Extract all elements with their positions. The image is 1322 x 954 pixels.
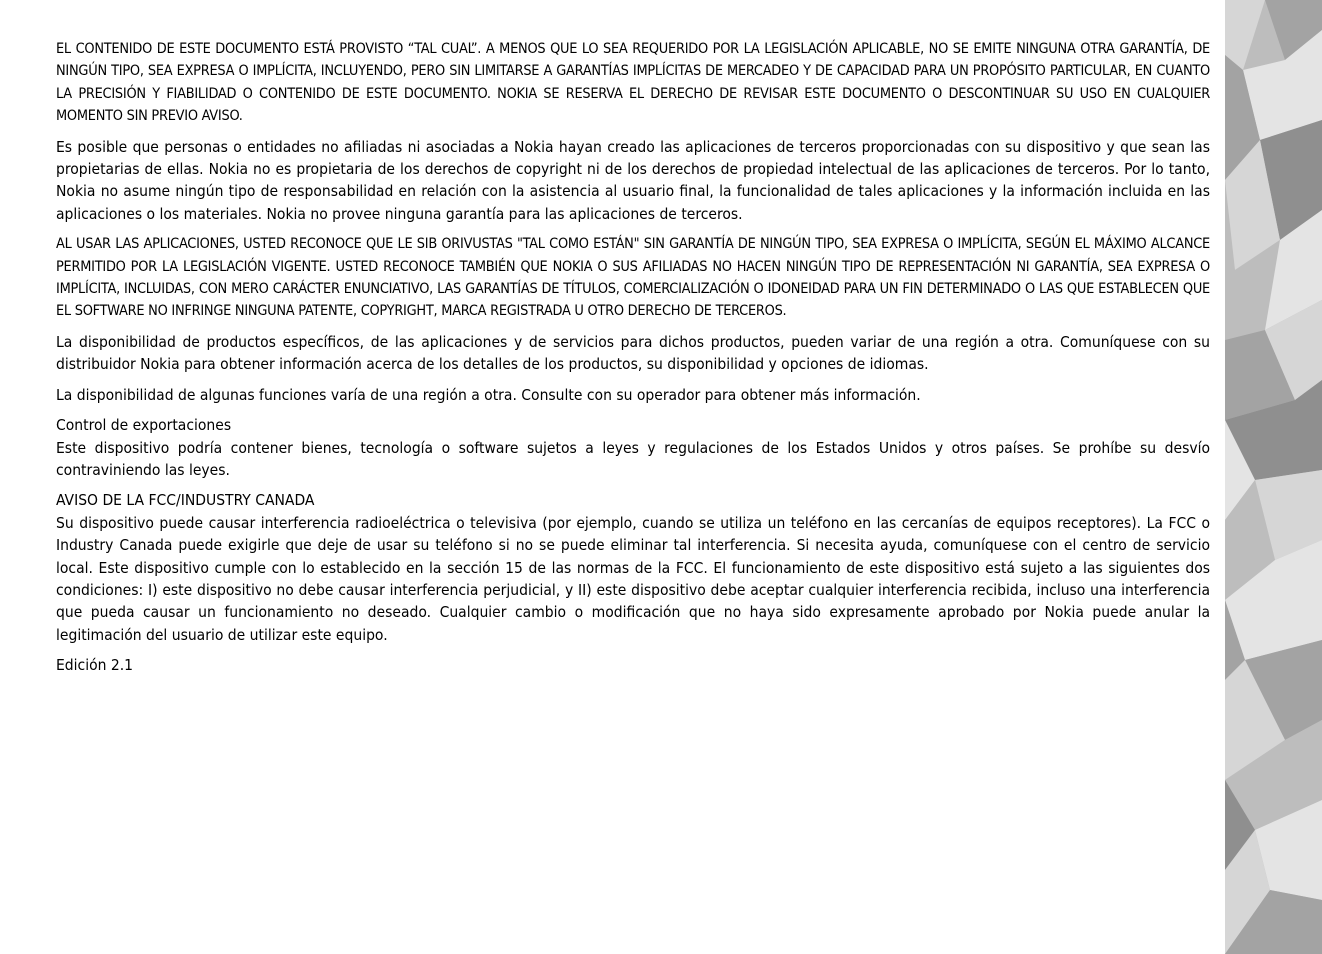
export-control-section xyxy=(56,414,1210,481)
export-control-heading: Control de exportaciones xyxy=(56,416,232,435)
disclaimer-paragraph: EL CONTENIDO DE ESTE DOCUMENTO ESTÁ PROVISTO “TAL CUAL”. A MENOS QUE LO SEA REQUERIDO POR LA LEGISLACIÓN APLICABLE, NO SE EMITE NINGUNA OTRA GARANTÍA, DE NINGÚN TIPO, SEA EXPRESA O IMPLÍCITA, INCLUYENDO, PERO SIN LIMITARSE A GARANTÍAS IMPLÍCITAS DE MERCADEO Y DE CAPACIDAD PARA UN PROPÓSITO PARTICULAR, EN CUANTO LA PRECISIÓN Y FIABILIDAD O CONTENIDO DE ESTE DOCUMENTO. NOKIA SE RESERVA EL DERECHO DE REVISAR ESTE DOCUMENTO O DESCONTINUAR SU USO EN CUALQUIER MOMENTO SIN PREVIO AVISO. xyxy=(56,41,1210,125)
function-availability-paragraph: La disponibilidad de algunas funciones varía de una región a otra. Consulte con su operador para obtener más información. xyxy=(56,385,921,404)
fcc-notice-heading: AVISO DE LA FCC/INDUSTRY CANADA xyxy=(56,491,315,510)
third-party-apps-paragraph: Es posible que personas o entidades no afiliadas ni asociadas a Nokia hayan creado las aplicaciones de terceros proporcionadas con su dispositivo y que sean las propietarias de ellas. Nokia no es propietaria de los derechos de copyright ni de los derechos de propiedad intelectual de las aplicaciones de terceros. Por lo tanto, Nokia no asume ningún tipo de responsabilidad en relación con la asistencia al usuario final, la funcionalidad de tales aplicaciones y la información incluida en las aplicaciones o los materiales. Nokia no provee ninguna garantía para las aplicaciones de terceros. xyxy=(56,137,1210,223)
fcc-notice-section xyxy=(56,489,1210,646)
document-body xyxy=(56,38,1210,685)
product-availability-paragraph: La disponibilidad de productos específicos, de las aplicaciones y de servicios para dichos productos, pueden variar de una región a otra. Comuníquese con su distribuidor Nokia para obtener información acerca de los detalles de los productos, su disponibilidad y opciones de idiomas. xyxy=(56,332,1210,374)
fcc-notice-text: Su dispositivo puede causar interferencia radioeléctrica o televisiva (por ejemplo, cuando se utiliza un teléfono en las cercanías de equipos receptores). La FCC o Industry Canada puede exigirle que deje de usar su teléfono si no se puede eliminar tal interferencia. Si necesita ayuda, comuníquese con el centro de servicio local. Este dispositivo cumple con lo establecido en la sección 15 de las normas de la FCC. El funcionamiento de este dispositivo está sujeto a las siguientes dos condiciones: I) este dispositivo no debe causar interferencia perjudicial, y II) este dispositivo debe aceptar cualquier interferencia recibida, incluso una interferencia que pueda causar un funcionamiento no deseado. Cualquier cambio o modificación que no haya sido expresamente aprobado por Nokia puede anular la legitimación del usuario de utilizar este equipo. xyxy=(56,513,1210,644)
decorative-side-pattern xyxy=(1225,0,1322,954)
geometric-pattern-graphic xyxy=(1225,0,1322,954)
edition-label: Edición 2.1 xyxy=(56,656,134,675)
export-control-text: Este dispositivo podría contener bienes, tecnología o software sujetos a leyes y regulaciones de los Estados Unidos y otros países. Se prohíbe su desvío contraviniendo las leyes. xyxy=(56,438,1210,479)
apps-warranty-paragraph: AL USAR LAS APLICACIONES, USTED RECONOCE QUE LE SIB ORIVUSTAS "TAL COMO ESTÁN" SIN GARANTÍA DE NINGÚN TIPO, SEA EXPRESA O IMPLÍCITA, SEGÚN EL MÁXIMO ALCANCE PERMITIDO POR LA LEGISLACIÓN VIGENTE. USTED RECONOCE TAMBIÉN QUE NOKIA O SUS AFILIADAS NO HACEN NINGÚN TIPO DE REPRESENTACIÓN NI GARANTÍA, SEA EXPRESA O IMPLÍCITA, INCLUIDAS, CON MERO CARÁCTER ENUNCIATIVO, LAS GARANTÍAS DE TÍTULOS, COMERCIALIZACIÓN O IDONEIDAD PARA UN FIN DETERMINADO O LAS QUE ESTABLECEN QUE EL SOFTWARE NO INFRINGE NINGUNA PATENTE, COPYRIGHT, MARCA REGISTRADA U OTRO DERECHO DE TERCEROS. xyxy=(56,236,1210,320)
